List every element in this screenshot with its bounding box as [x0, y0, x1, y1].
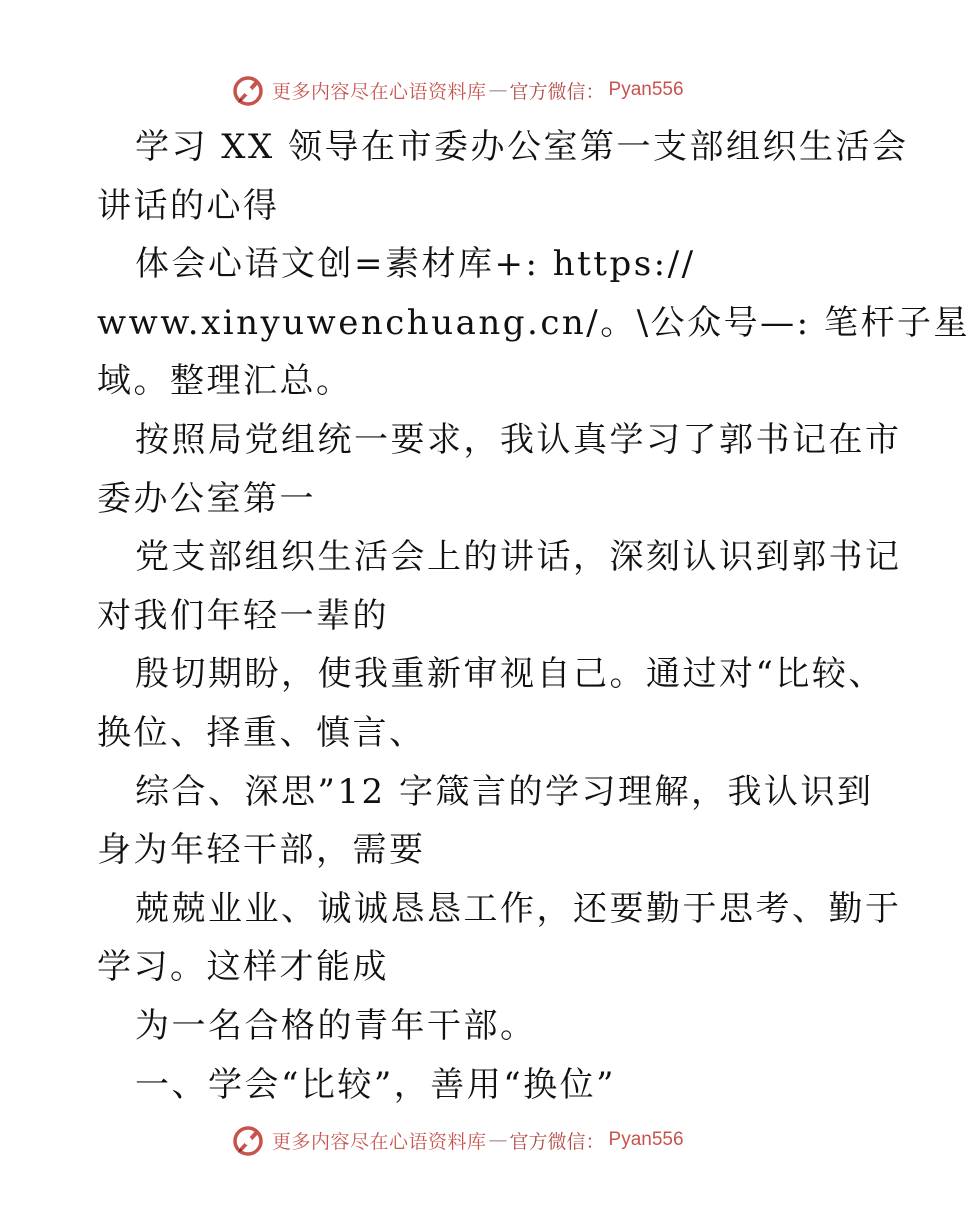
- footer-watermark: [230, 1120, 684, 1160]
- text-line: 殷切期盼，使我重新审视自己。通过对“比较、: [135, 654, 885, 695]
- title-line-1: 学习 XX 领导在市委办公室第一支部组织生活会: [135, 127, 909, 167]
- watermark-dash: —: [488, 79, 508, 101]
- text-line: 体会心语文创=素材库+: https://: [135, 244, 696, 285]
- document-body: [97, 118, 970, 1114]
- title-line-2: 讲话的心得: [97, 185, 280, 226]
- text-line: 身为年轻干部，需要: [97, 830, 426, 871]
- watermark-id: Pyan556: [608, 79, 684, 100]
- header-watermark: [230, 70, 684, 110]
- text-line: 党支部组织生活会上的讲话，深刻认识到郭书记: [135, 537, 902, 578]
- brush-circle-logo-icon: [230, 72, 266, 108]
- watermark-id: Pyan556: [608, 1129, 684, 1150]
- text-line: 域。整理汇总。: [97, 361, 353, 402]
- text-line: www.xinyuwenchuang.cn/。\公众号—: 笔杆子星: [97, 302, 970, 343]
- watermark-dash: —: [488, 1129, 508, 1151]
- text-line: 为一名合格的青年干部。: [135, 1005, 537, 1046]
- text-line: 对我们年轻一辈的: [97, 595, 389, 636]
- text-line: 兢兢业业、诚诚恳恳工作，还要勤于思考、勤于: [135, 888, 902, 929]
- text-line: 委办公室第一: [97, 478, 316, 519]
- watermark-text: 更多内容尽在心语资料库: [272, 1130, 487, 1153]
- brush-circle-logo-icon: [230, 1122, 266, 1158]
- text-line: 综合、深思”12 字箴言的学习理解，我认识到: [135, 771, 874, 812]
- watermark-text: 更多内容尽在心语资料库: [272, 80, 487, 103]
- text-line: 学习。这样才能成: [97, 947, 389, 988]
- watermark-label: 官方微信：: [509, 80, 605, 103]
- section-heading: 一、学会“比较”，善用“换位”: [135, 1064, 617, 1105]
- text-line: 换位、择重、慎言、: [97, 712, 426, 753]
- text-line: 按照局党组统一要求，我认真学习了郭书记在市: [135, 419, 902, 460]
- watermark-label: 官方微信：: [509, 1130, 605, 1153]
